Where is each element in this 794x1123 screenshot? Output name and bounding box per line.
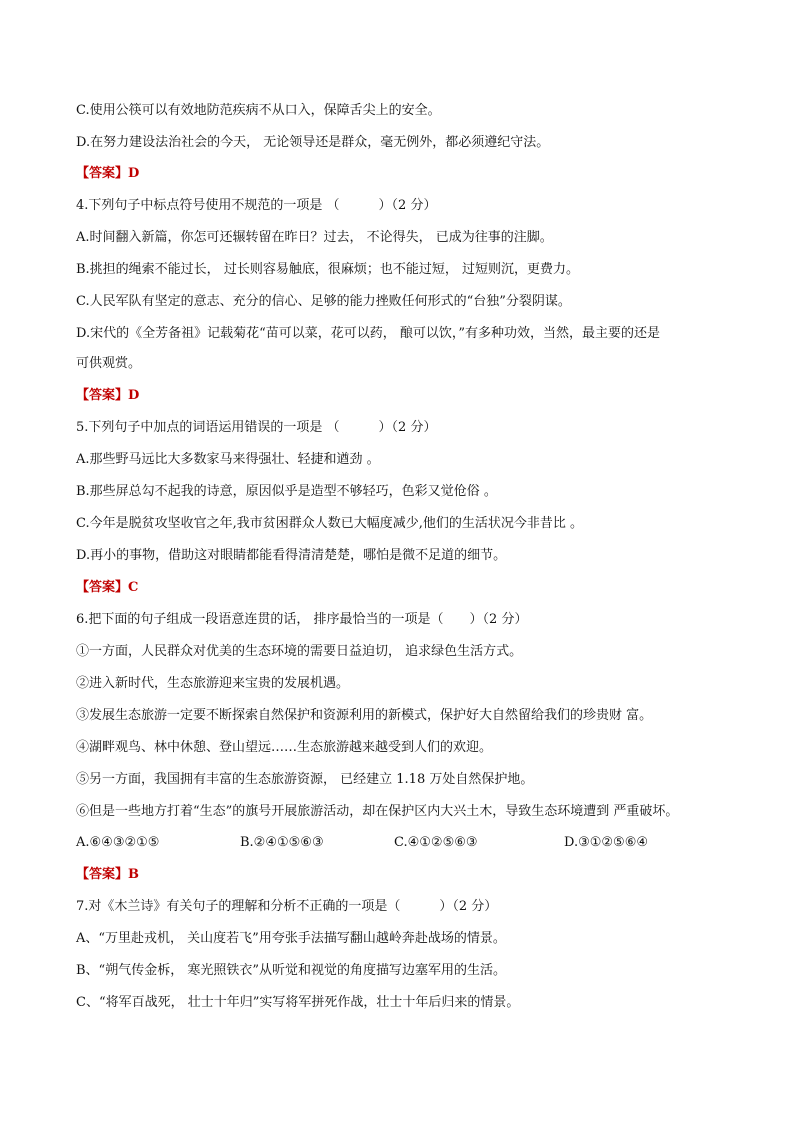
answer-label: 【答案】 <box>76 166 129 181</box>
q7-option-a: A、“万里赴戎机， 关山度若飞”用夸张手法描写翻山越岭奔赴战场的情景。 <box>76 931 506 946</box>
q4-option-b: B.挑担的绳索不能过长， 过长则容易触底，很麻烦；也不能过短， 过短则沉，更费力。 <box>76 262 579 277</box>
q4-option-d: D.宋代的《全芳备祖》记载菊花“苗可以菜，花可以药， 酿可以饮，”有多种功效，当然，最主要的还是 <box>76 326 661 341</box>
answer-label: 【答案】 <box>76 580 129 595</box>
answer-value: C <box>128 580 139 595</box>
answer-label: 【答案】 <box>76 867 129 882</box>
q5-stem: 5.下列句子中加点的词语运用错误的一项是 （ ）（2 分） <box>76 420 437 435</box>
answer-label: 【答案】 <box>76 388 129 403</box>
q5-answer <box>76 581 138 594</box>
answer-value: D <box>128 166 140 181</box>
answer-value: D <box>128 388 140 403</box>
q4-answer <box>76 389 139 402</box>
q5-option-d: D.再小的事物，借助这对眼睛都能看得清清楚楚，哪怕是微不足道的细节。 <box>76 548 507 563</box>
q7-option-b: B、“朔气传金柝， 寒光照铁衣”从听觉和视觉的角度描写边塞军用的生活。 <box>76 963 506 978</box>
q6-sentence-1: ①一方面，人民群众对优美的生态环境的需要日益迫切， 追求绿色生活方式。 <box>76 644 523 659</box>
q6-option-d: D.③①②⑤⑥④ <box>564 835 649 850</box>
q5-option-b: B.那些屏总勾不起我的诗意，原因似乎是造型不够轻巧，色彩又觉伧俗 。 <box>76 484 497 499</box>
q6-option-c: C.④①②⑤⑥③ <box>394 835 478 850</box>
q6-sentence-5: ⑤另一方面，我国拥有丰富的生态旅游资源， 已经建立 1.18 万处自然保护地。 <box>76 772 534 787</box>
q7-stem: 7.对《木兰诗》有关句子的理解和分析不正确的一项是（ ）（2 分） <box>76 899 498 914</box>
q6-option-b: B.②④①⑤⑥③ <box>240 835 324 850</box>
q6-sentence-2: ②进入新时代，生态旅游迎来宝贵的发展机遇。 <box>76 676 350 691</box>
q6-answer <box>76 868 139 881</box>
q3-option-d: D.在努力建设法治社会的今天， 无论领导还是群众，毫无例外，都必须遵纪守法。 <box>76 135 550 150</box>
q3-answer <box>76 167 139 180</box>
q4-stem: 4.下列句子中标点符号使用不规范的一项是 （ ）（2 分） <box>76 198 437 213</box>
q7-option-c: C、“将军百战死， 壮士十年归”实写将军拼死作战，壮士十年后归来的情景。 <box>76 995 520 1010</box>
answer-value: B <box>128 867 140 882</box>
q5-option-c: C.今年是脱贫攻坚收官之年,我市贫困群众人数已大幅度减少,他们的生活状况今非昔比 。 <box>76 516 584 531</box>
q6-stem: 6.把下面的句子组成一段语意连贯的话， 排序最恰当的一项是（ ）（2 分） <box>76 612 528 627</box>
q6-option-a: A.⑥④③②①⑤ <box>76 835 160 850</box>
q6-sentence-6: ⑥但是一些地方打着“生态”的旗号开展旅游活动，却在保护区内大兴土木，导致生态环境遭到 严重破坏。 <box>76 804 679 819</box>
q4-option-c: C.人民军队有坚定的意志、充分的信心、足够的能力挫败任何形式的“台独”分裂阴谋。 <box>76 294 571 309</box>
q3-option-c: C.使用公筷可以有效地防范疾病不从口入，保障舌尖上的安全。 <box>76 103 441 118</box>
q6-sentence-4: ④湖畔观鸟、林中休憩、登山望远……生态旅游越来越受到人们的欢迎。 <box>76 740 493 755</box>
q5-option-a: A.那些野马远比大多数家马来得强壮、轻捷和遒劲 。 <box>76 452 380 467</box>
q4-option-a: A.时间翻入新篇，你怎可还辗转留在昨日？过去， 不论得失， 已成为往事的注脚。 <box>76 230 553 245</box>
q6-sentence-3: ③发展生态旅游一定要不断探索自然保护和资源利用的新模式，保护好大自然留给我们的珍贵财 富。 <box>76 708 653 723</box>
q4-option-d-cont: 可供观赏。 <box>76 356 142 371</box>
